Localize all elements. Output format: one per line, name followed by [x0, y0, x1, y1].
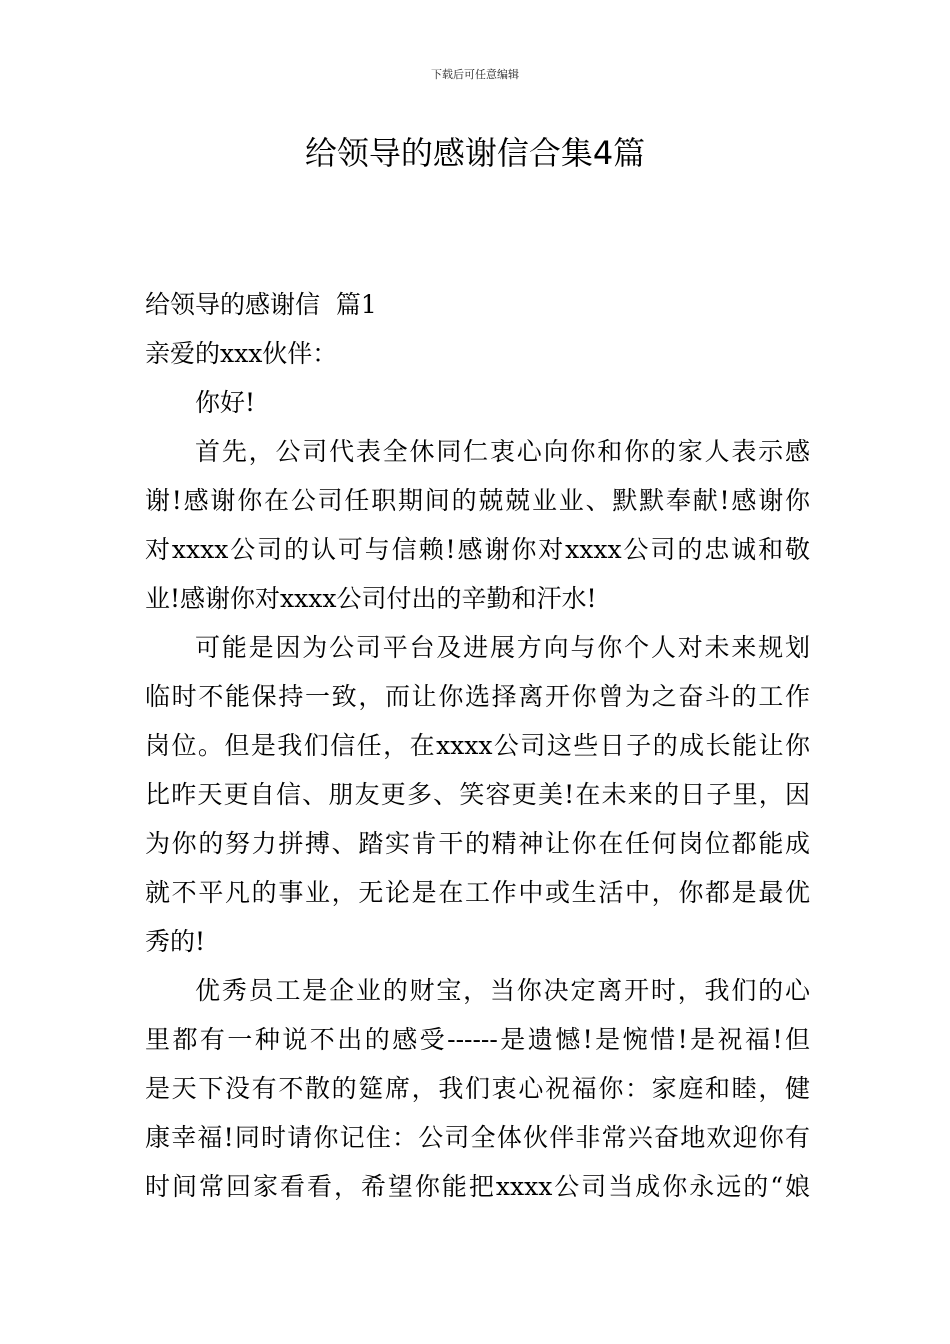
paragraph-line: 对xxxx公司的认可与信赖!感谢你对xxxx公司的忠诚和敬	[145, 535, 810, 564]
document-title: 给领导的感谢信合集4篇	[304, 134, 646, 172]
paragraph-3	[145, 966, 810, 1211]
paragraph-line: 就不平凡的事业，无论是在工作中或生活中，你都是最优	[145, 878, 810, 907]
letter-body	[145, 280, 810, 1211]
paragraph-line: 首先，公司代表全休同仁衷心向你和你的家人表示感	[195, 437, 810, 466]
paragraph-line: 康幸福!同时请你记住：公司全体伙伴非常兴奋地欢迎你有	[145, 1123, 810, 1152]
paragraph-line: 优秀员工是企业的财宝，当你决定离开时，我们的心	[195, 976, 810, 1005]
greeting: 你好!	[195, 388, 256, 417]
paragraph-2	[145, 623, 810, 966]
paragraph-line: 比昨天更自信、朋友更多、笑容更美!在未来的日子里，因	[145, 780, 810, 809]
paragraph-line: 秀的!	[145, 927, 206, 956]
paragraph-line: 为你的努力拼搏、踏实肯干的精神让你在任何岗位都能成	[145, 829, 810, 858]
paragraph-line: 谢!感谢你在公司任职期间的兢兢业业、默默奉献!感谢你	[145, 486, 810, 515]
paragraph-1	[145, 427, 810, 623]
paragraph-line: 里都有一种说不出的感受------是遗憾!是惋惜!是祝福!但	[145, 1025, 810, 1054]
header-note: 下载后可任意编辑	[431, 68, 519, 81]
salutation: 亲爱的xxx伙伴：	[145, 339, 338, 368]
paragraph-line: 临时不能保持一致，而让你选择离开你曾为之奋斗的工作	[145, 682, 810, 711]
paragraph-line: 是天下没有不散的筵席，我们衷心祝福你：家庭和睦，健	[145, 1074, 810, 1103]
paragraph-line: 业!感谢你对xxxx公司付出的辛勤和汗水!	[145, 584, 597, 613]
paragraph-line: 岗位。但是我们信任，在xxxx公司这些日子的成长能让你	[145, 731, 810, 760]
paragraph-line: 可能是因为公司平台及进展方向与你个人对未来规划	[195, 633, 810, 662]
paragraph-line: 时间常回家看看，希望你能把xxxx公司当成你永远的“娘	[145, 1172, 810, 1201]
section-heading: 给领导的感谢信 篇1	[145, 290, 377, 319]
